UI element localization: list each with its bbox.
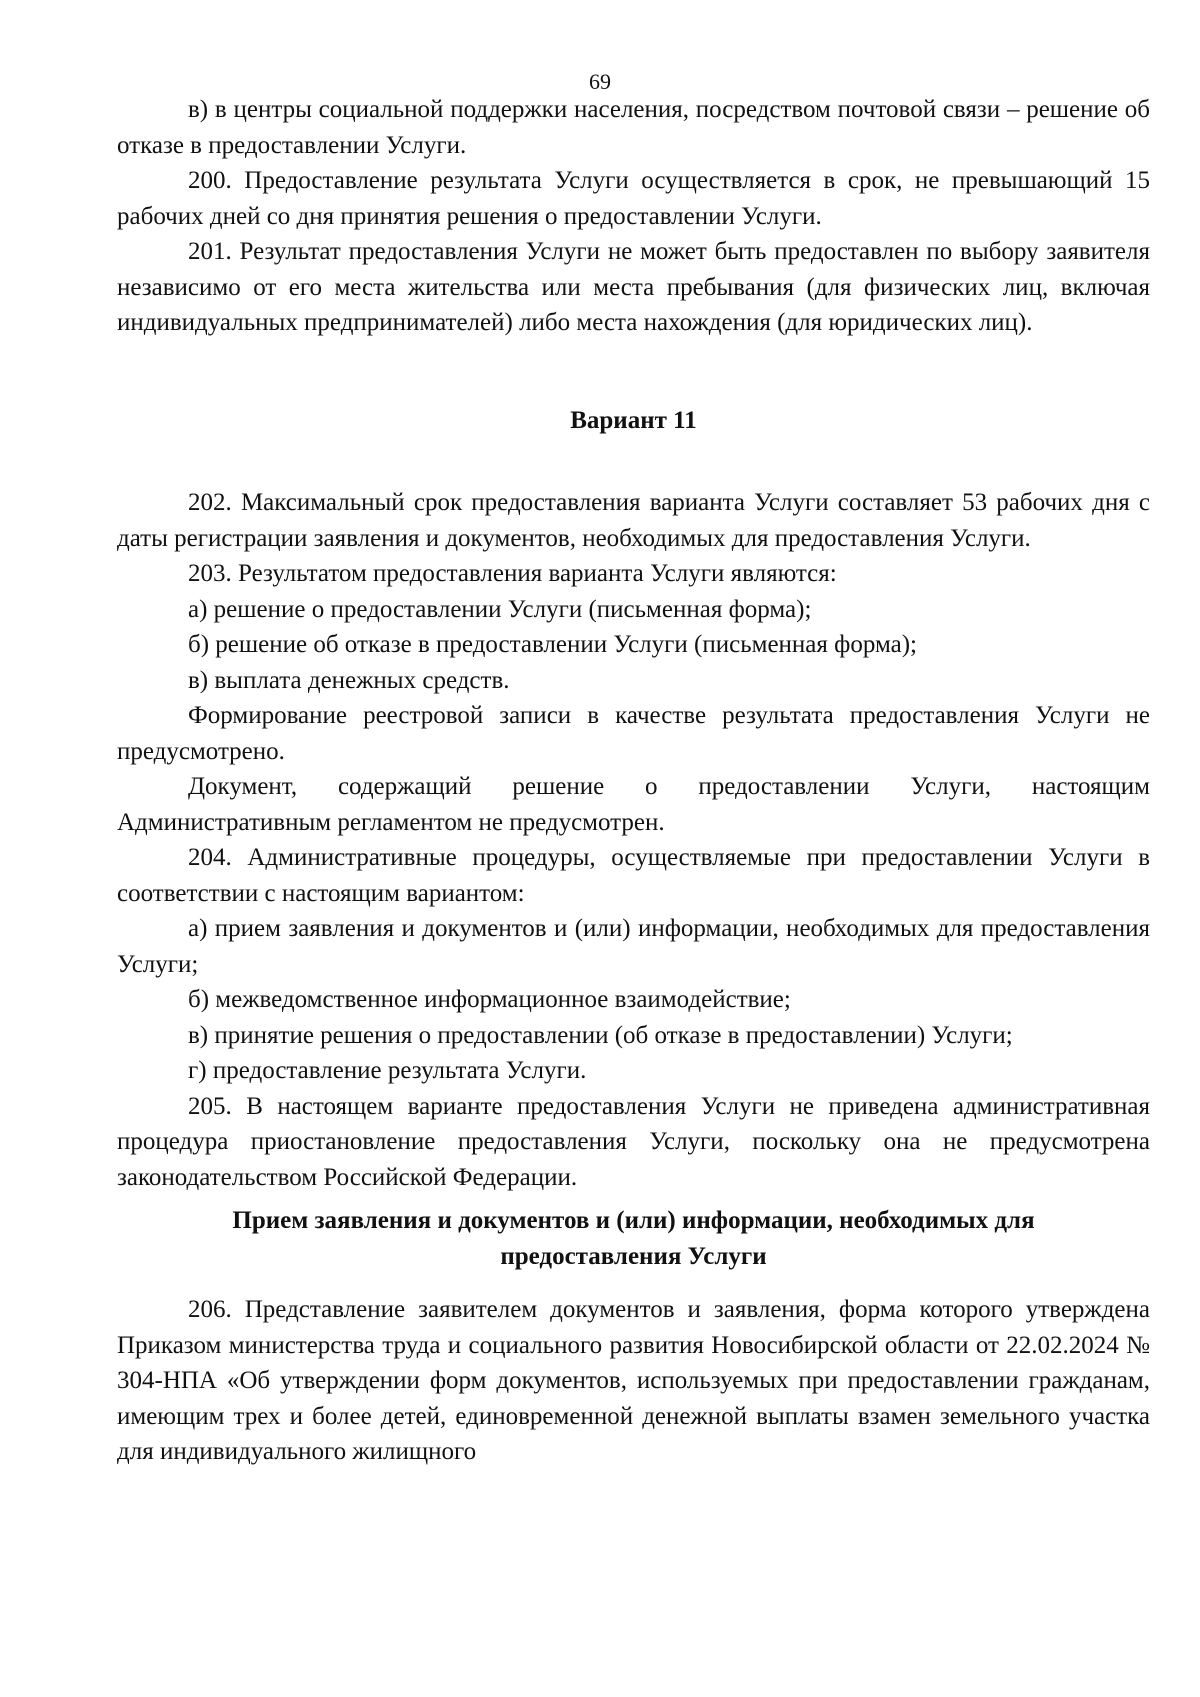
variant-section	[117, 485, 1150, 1195]
list-item-204-g: г) предоставление результата Услуги.	[188, 1057, 587, 1084]
paragraph-202: 202. Максимальный срок предоставления варианта Услуги составляет 53 рабочих дня с даты регистрации заявления и документов, необходимых для предоставления Услуги.	[117, 489, 1150, 552]
list-item-203-a: а) решение о предоставлении Услуги (письменная форма);	[188, 595, 812, 623]
section-heading-line-2: предоставления Услуги	[500, 1242, 767, 1270]
paragraph-decision-document: Документ, содержащий решение о предоставлении Услуги, настоящим Административным регламентом не предусмотрен.	[117, 773, 1150, 836]
section-heading-line-1: Прием заявления и документов и (или) информации, необходимых для	[232, 1207, 1035, 1234]
list-item-204-v: в) принятие решения о предоставлении (об отказе в предоставлении) Услуги;	[188, 1021, 1013, 1049]
paragraph-201: 201. Результат предоставления Услуги не может быть предоставлен по выбору заявителя независимо от его места жительства или места пребывания (для физических лиц, включая индивидуальных предпринимателей) либо места нахождения (для юридических лиц).	[117, 238, 1150, 336]
paragraph-item-v-result-delivery: в) в центры социальной поддержки населения, посредством почтовой связи – решение об отказе в предоставлении Услуги.	[117, 96, 1150, 159]
page-number: 69	[589, 69, 611, 94]
paragraph-203: 203. Результатом предоставления варианта Услуги являются:	[188, 560, 837, 587]
paragraph-205: 205. В настоящем варианте предоставления Услуги не приведена административная процедура приостановление предоставления Услуги, поскольку она не предусмотрена законодательством Российской Федерации.	[117, 1092, 1150, 1191]
list-item-203-b: б) решение об отказе в предоставлении Услуги (письменная форма);	[188, 631, 917, 658]
variant-heading: Вариант 11	[570, 407, 697, 434]
paragraph-registry-record: Формирование реестровой записи в качестве результата предоставления Услуги не предусмотрено.	[117, 702, 1150, 765]
list-item-203-v: в) выплата денежных средств.	[188, 666, 510, 694]
paragraph-200: 200. Предоставление результата Услуги осуществляется в срок, не превышающий 15 рабочих дней со дня принятия решения о предоставлении Услуги.	[117, 167, 1150, 230]
section-heading-block	[117, 1203, 1150, 1274]
paragraph-204: 204. Административные процедуры, осуществляемые при предоставлении Услуги в соответствии с настоящим вариантом:	[117, 844, 1150, 907]
top-section	[117, 92, 1150, 341]
section-body	[117, 1292, 1150, 1470]
list-item-204-b: б) межведомственное информационное взаимодействие;	[188, 986, 791, 1013]
list-item-204-a: а) прием заявления и документов и (или) информации, необходимых для предоставления Услуги;	[117, 915, 1150, 978]
variant-heading-block	[117, 403, 1150, 439]
paragraph-206: 206. Представление заявителем документов и заявления, форма которого утверждена Приказом министерства труда и социального развития Новосибирской области от 22.02.2024 № 304-НПА «Об утверждении форм документов, используемых при предоставлении гражданам, имеющим трех и более детей, единовременной денежной выплаты взамен земельного участка для индивидуального жилищного	[117, 1296, 1150, 1465]
